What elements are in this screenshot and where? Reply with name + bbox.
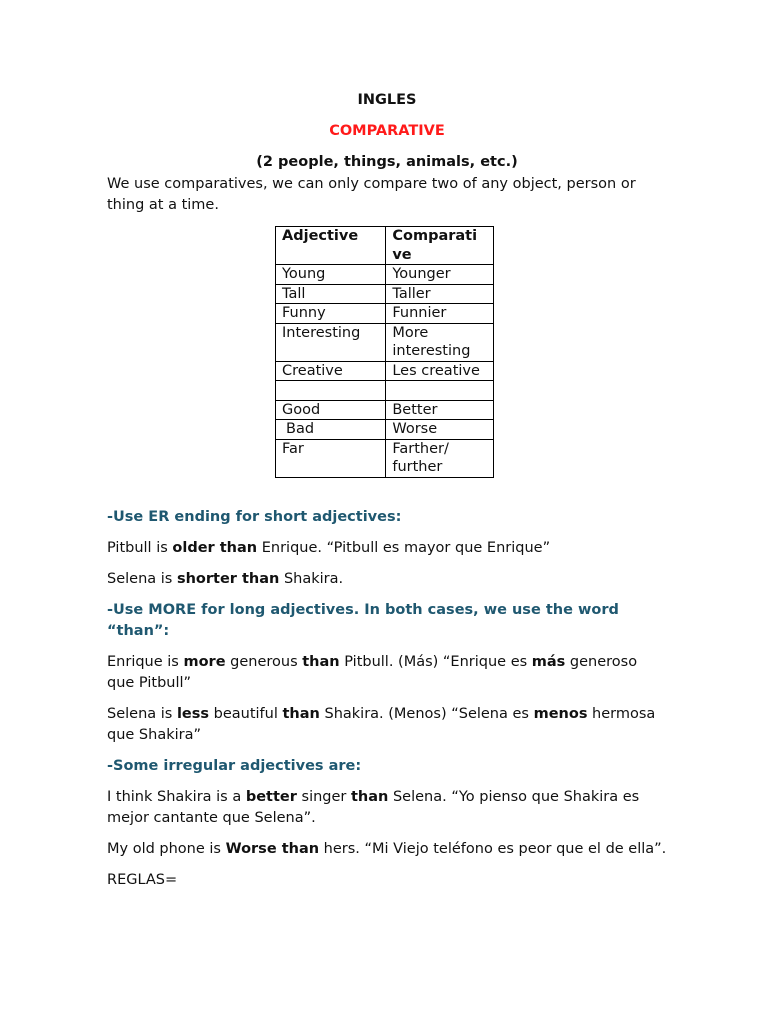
document-title: INGLES: [357, 92, 417, 108]
cell-adjective: Young: [276, 265, 386, 285]
table-row: [276, 400, 494, 420]
cell-comparative: Funnier: [386, 304, 494, 324]
document-page: [107, 88, 667, 891]
table-row: [276, 381, 494, 401]
more-example-2: Selena is less beautiful than Shakira. (Menos) “Selena es menos hermosa que Shakira”: [107, 705, 656, 743]
more-example-1: Enrique is more generous than Pitbull. (Más) “Enrique es más generoso que Pitbull”: [107, 653, 638, 691]
cell-comparative: Worse: [386, 420, 494, 440]
cell-adjective: Bad: [276, 420, 386, 440]
reglas-label: REGLAS=: [107, 871, 178, 888]
cell-comparative: Les creative: [386, 361, 494, 381]
table-row: [276, 323, 494, 361]
table-row: [276, 361, 494, 381]
table-row: [276, 420, 494, 440]
cell-adjective: Far: [276, 439, 386, 477]
cell-adjective: Creative: [276, 361, 386, 381]
irregular-example-2: My old phone is Worse than hers. “Mi Viejo teléfono es peor que el de ella”.: [107, 840, 667, 857]
er-example-2: Selena is shorter than Shakira.: [107, 570, 344, 587]
er-rule-heading: -Use ER ending for short adjectives:: [107, 508, 402, 525]
table-row: [276, 439, 494, 477]
cell-adjective: Good: [276, 400, 386, 420]
cell-adjective: Tall: [276, 284, 386, 304]
table-row: [276, 265, 494, 285]
cell-comparative: Farther/ further: [386, 439, 494, 477]
cell-adjective: [276, 381, 386, 401]
adjective-table: [275, 226, 494, 478]
er-example-1: Pitbull is older than Enrique. “Pitbull es mayor que Enrique”: [107, 539, 551, 556]
scope-note: (2 people, things, animals, etc.): [256, 154, 518, 170]
header-comparative: Comparati ve: [386, 227, 494, 265]
cell-adjective: Interesting: [276, 323, 386, 361]
header-adjective: Adjective: [276, 227, 386, 265]
table-row: [276, 304, 494, 324]
intro-paragraph: We use comparatives, we can only compare two of any object, person or thing at a time.: [107, 176, 636, 213]
irregular-example-1: I think Shakira is a better singer than Selena. “Yo pienso que Shakira es mejor cantante que Selena”.: [107, 788, 640, 826]
cell-comparative: Taller: [386, 284, 494, 304]
table-header-row: [276, 227, 494, 265]
cell-comparative: [386, 381, 494, 401]
comparative-heading: COMPARATIVE: [329, 123, 445, 139]
more-rule-heading: -Use MORE for long adjectives. In both cases, we use the word “than”:: [107, 601, 619, 639]
cell-comparative: Better: [386, 400, 494, 420]
cell-comparative: Younger: [386, 265, 494, 285]
cell-comparative: More interesting: [386, 323, 494, 361]
table-row: [276, 284, 494, 304]
irregular-heading: -Some irregular adjectives are:: [107, 757, 362, 774]
cell-adjective: Funny: [276, 304, 386, 324]
